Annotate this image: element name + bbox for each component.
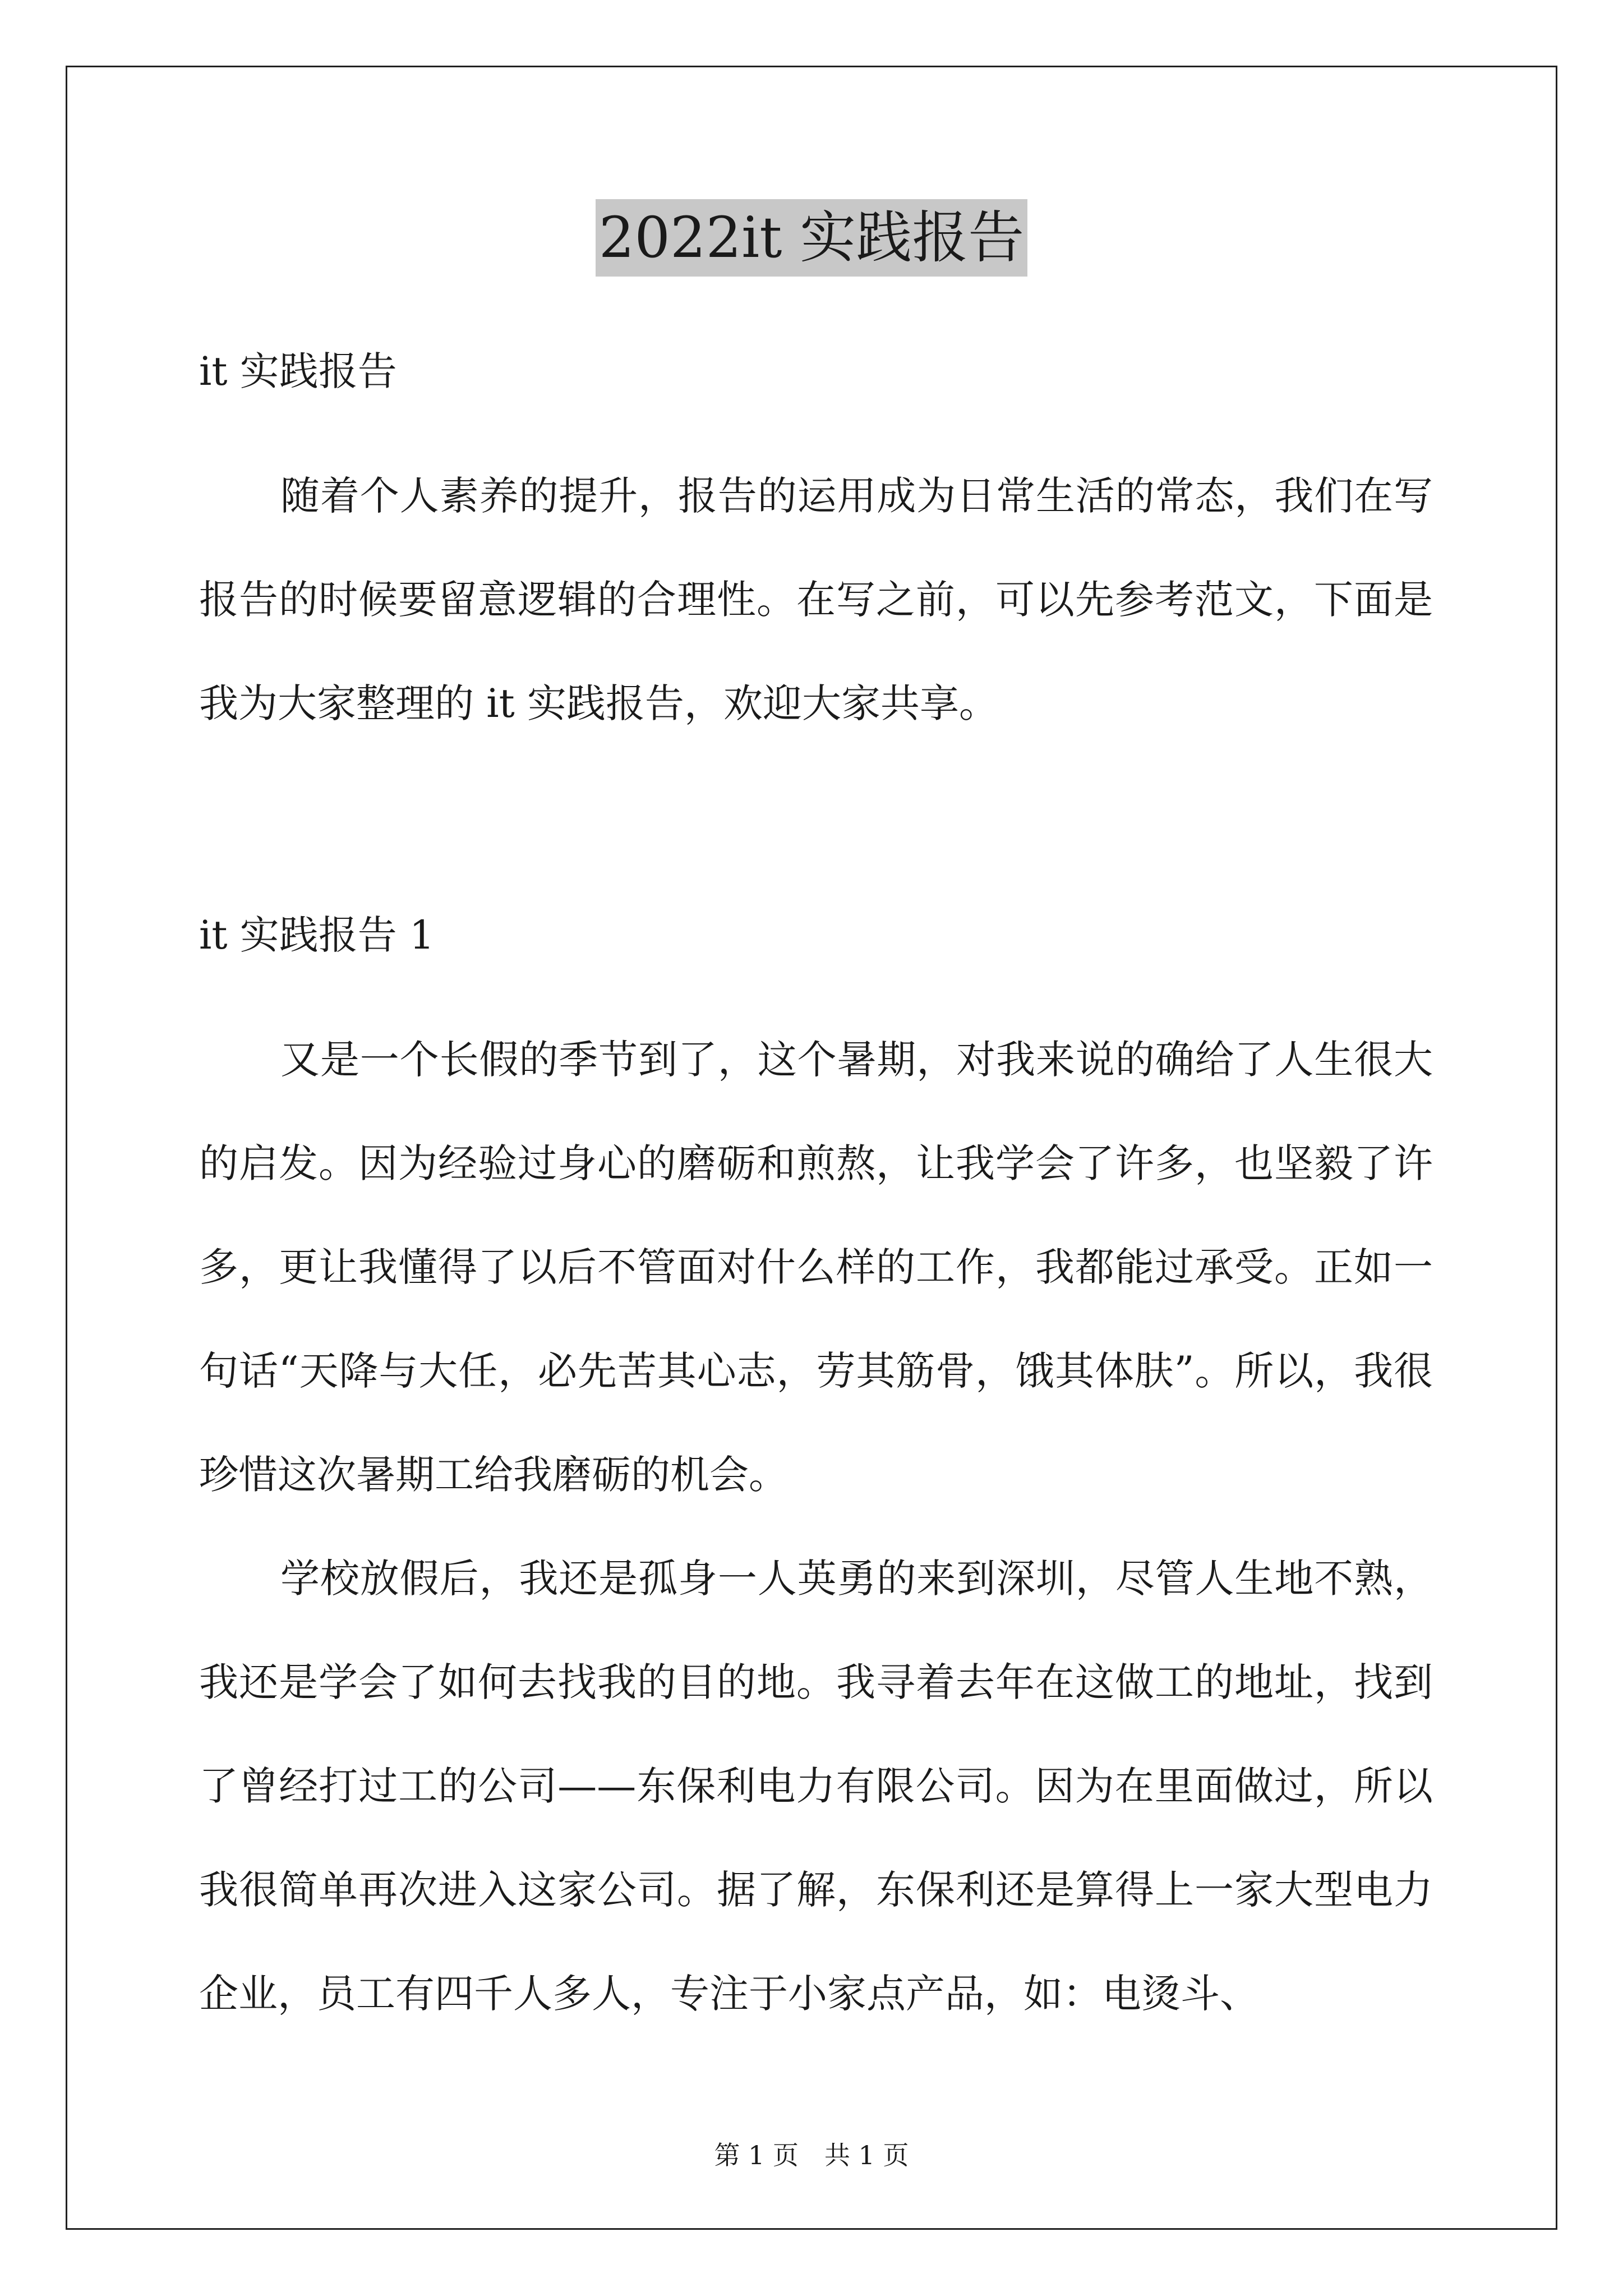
page-footer: 第 1 页 共 1 页: [714, 2140, 909, 2170]
intro-heading: it 实践报告: [199, 348, 397, 394]
body-paragraph-2: 学校放假后，我还是孤身一人英勇的来到深圳，尽管人生地不熟，我还是学会了如何去找我的目的地。我寻着去年在这做工的地址，找到了曾经打过工的公司——东保利电力有限公司。因为在里面做过，所以我很简单再次进入这家公司。据了解，东保利还是算得上一家大型电力企业，员工有四千人多人，专注于小家点产品，如：电烫斗、: [199, 1556, 1433, 2017]
body-paragraph-1: 又是一个长假的季节到了，这个暑期，对我来说的确给了人生很大的启发。因为经验过身心的磨砺和煎熬，让我学会了许多，也坚毅了许多，更让我懂得了以后不管面对什么样的工作，我都能过承受。正如一句话“天降与大任，必先苦其心志，劳其筋骨，饿其体肤”。所以，我很珍惜这次暑期工给我磨砺的机会。: [199, 1037, 1433, 1498]
title-container: [0, 199, 1623, 277]
intro-paragraph: 随着个人素养的提升，报告的运用成为日常生活的常态，我们在写报告的时候要留意逻辑的合理性。在写之前，可以先参考范文，下面是我为大家整理的 it 实践报告，欢迎大家共享。: [199, 473, 1433, 726]
document-title: 2022it 实践报告: [596, 199, 1027, 277]
section-heading: it 实践报告 1: [199, 912, 435, 958]
document-body: [199, 343, 1433, 2046]
